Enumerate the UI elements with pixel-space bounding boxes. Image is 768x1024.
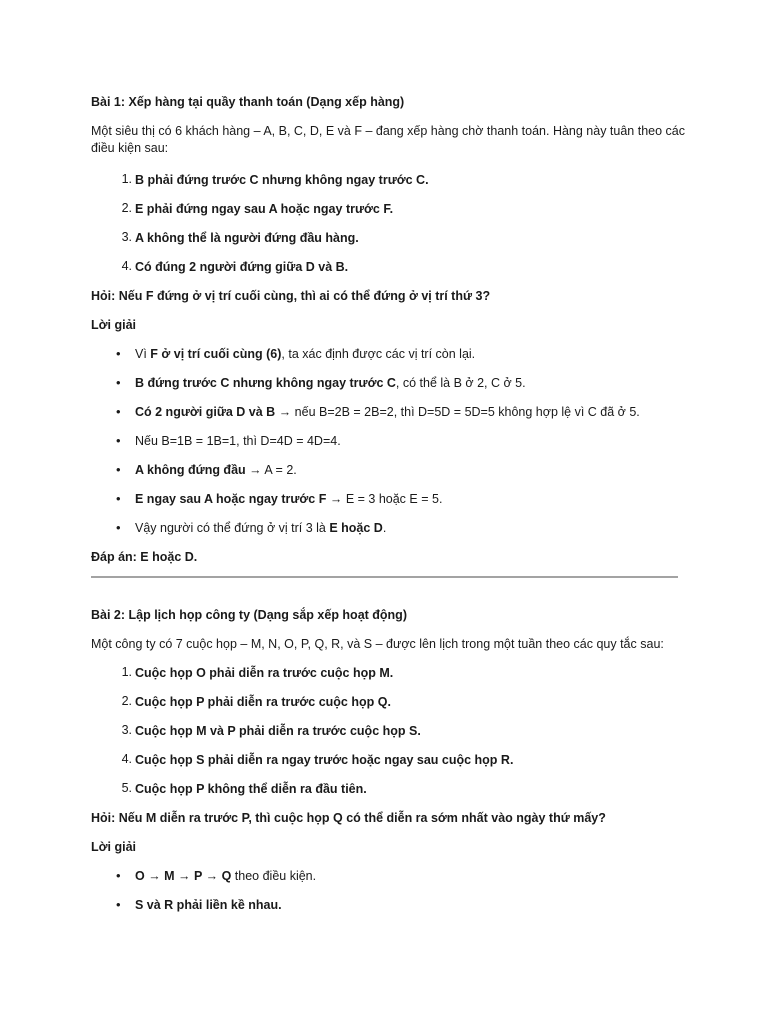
- rule-item: Cuộc họp P phải diễn ra trước cuộc họp Q.: [135, 695, 391, 709]
- solution-bullet: Có 2 người giữa D và B → nếu B=2B = 2B=2, thì D=5D = 5D=5 không hợp lệ vì C đã ở 5.: [135, 405, 640, 419]
- solution-bullet: S và R phải liền kề nhau.: [135, 898, 282, 912]
- bullet-glyph: •: [116, 433, 121, 448]
- bullet-glyph: •: [116, 375, 121, 390]
- problem-2-title: Bài 2: Lập lịch họp công ty (Dạng sắp xếp hoạt động): [91, 608, 407, 622]
- problem-1-question: Hỏi: Nếu F đứng ở vị trí cuối cùng, thì ai có thể đứng ở vị trí thứ 3?: [91, 289, 491, 303]
- condition-item: A không thể là người đứng đầu hàng.: [135, 231, 359, 245]
- problem-2-question: Hỏi: Nếu M diễn ra trước P, thì cuộc họp Q có thể diễn ra sớm nhất vào ngày thứ mấy?: [91, 811, 606, 825]
- condition-number: 4.: [121, 259, 132, 273]
- bullet-glyph: •: [116, 346, 121, 361]
- rule-item: Cuộc họp M và P phải diễn ra trước cuộc họp S.: [135, 724, 421, 738]
- answer-line: Đáp án: E hoặc D.: [91, 550, 198, 564]
- bullet-glyph: •: [116, 462, 121, 477]
- solution-bullet: Nếu B=1B = 1B=1, thì D=4D = 4D=4.: [135, 434, 341, 448]
- rule-number: 2.: [121, 694, 132, 708]
- rule-number: 4.: [121, 752, 132, 766]
- bullet-glyph: •: [116, 897, 121, 912]
- solution-bullet: A không đứng đầu → A = 2.: [135, 463, 297, 477]
- solution-bullet: B đứng trước C nhưng không ngay trước C, có thể là B ở 2, C ở 5.: [135, 376, 526, 390]
- solution-bullet: O → M → P → Q theo điều kiện.: [135, 869, 317, 883]
- solution-bullet: Vì F ở vị trí cuối cùng (6), ta xác định được các vị trí còn lại.: [135, 347, 476, 361]
- solution-bullet: E ngay sau A hoặc ngay trước F → E = 3 hoặc E = 5.: [135, 492, 443, 506]
- problem-1-title: Bài 1: Xếp hàng tại quầy thanh toán (Dạng xếp hàng): [91, 95, 405, 109]
- rule-number: 3.: [121, 723, 132, 737]
- solution-bullet: Vậy người có thể đứng ở vị trí 3 là E hoặc D.: [135, 521, 387, 535]
- problem-1-intro: Một siêu thị có 6 khách hàng – A, B, C, D, E và F – đang xếp hàng chờ thanh toán. Hàng này tuân theo các điều kiện sau:: [91, 124, 685, 155]
- bullet-glyph: •: [116, 520, 121, 535]
- solution-label: Lời giải: [91, 840, 137, 854]
- condition-number: 1.: [121, 172, 132, 186]
- rule-item: Cuộc họp S phải diễn ra ngay trước hoặc ngay sau cuộc họp R.: [135, 753, 514, 767]
- solution-label: Lời giải: [91, 318, 137, 332]
- condition-item: Có đúng 2 người đứng giữa D và B.: [135, 260, 349, 274]
- bullet-glyph: •: [116, 868, 121, 883]
- horizontal-divider: [91, 576, 678, 578]
- rule-item: Cuộc họp P không thể diễn ra đầu tiên.: [135, 782, 367, 796]
- rule-number: 5.: [121, 781, 132, 795]
- condition-number: 2.: [121, 201, 132, 215]
- rule-number: 1.: [121, 665, 132, 679]
- condition-item: E phải đứng ngay sau A hoặc ngay trước F.: [135, 202, 394, 216]
- bullet-glyph: •: [116, 404, 121, 419]
- condition-number: 3.: [121, 230, 132, 244]
- condition-item: B phải đứng trước C nhưng không ngay trước C.: [135, 173, 429, 187]
- rule-item: Cuộc họp O phải diễn ra trước cuộc họp M.: [135, 666, 394, 680]
- problem-2-intro: Một công ty có 7 cuộc họp – M, N, O, P, Q, R, và S – được lên lịch trong một tuần theo các quy tắc sau:: [91, 637, 664, 651]
- bullet-glyph: •: [116, 491, 121, 506]
